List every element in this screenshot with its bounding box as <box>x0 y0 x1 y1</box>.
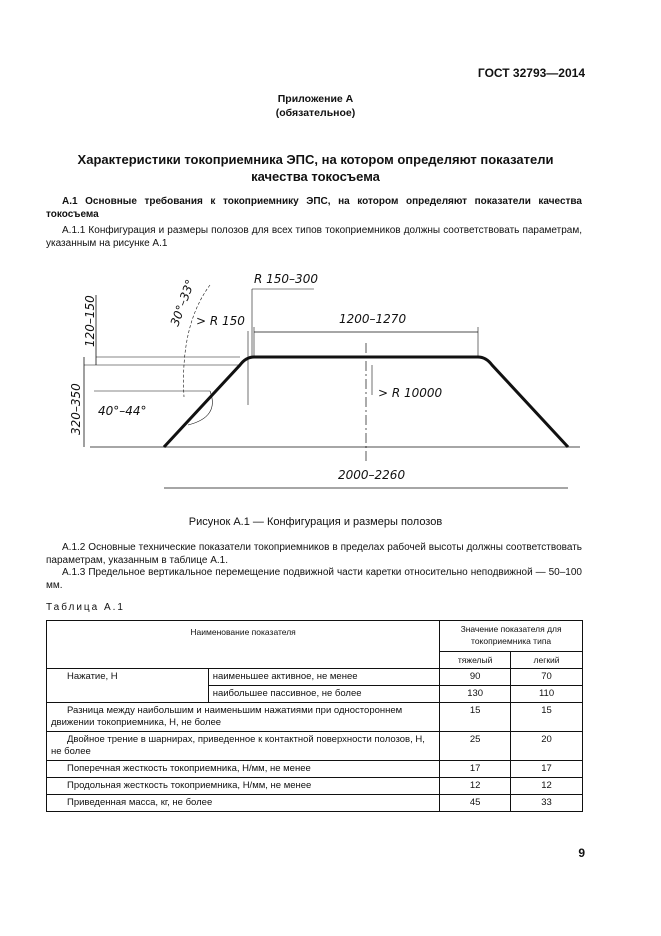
table-row <box>47 795 583 812</box>
top-height-label: 120–150 <box>83 295 97 347</box>
cell-light: 20 <box>511 732 583 761</box>
appendix-status: (обязательное) <box>275 107 356 119</box>
cell-light: 12 <box>511 778 583 795</box>
parameters-table <box>46 620 583 812</box>
tip-radius-label: R 150–300 <box>254 272 318 286</box>
cell-light: 110 <box>511 686 583 703</box>
table-row <box>47 703 583 732</box>
header-light: легкий <box>511 652 583 669</box>
cell-light: 15 <box>511 703 583 732</box>
row-name: Продольная жесткость токоприемника, Н/мм, не менее <box>47 778 440 795</box>
row-name: Двойное трение в шарнирах, приведенное к контактной поверхности полозов, Н, не более <box>47 732 440 761</box>
runner-configuration-figure <box>60 265 580 505</box>
pressing-label: Нажатие, Н <box>47 669 209 703</box>
standard-number: ГОСТ 32793—2014 <box>477 66 585 80</box>
cell-heavy: 17 <box>440 761 511 778</box>
table-row <box>47 761 583 778</box>
cell-heavy: 130 <box>440 686 511 703</box>
r150-label: > R 150 <box>196 314 245 328</box>
header-heavy: тяжелый <box>440 652 511 669</box>
table-row <box>47 778 583 795</box>
appendix-title: Приложение А <box>277 93 354 105</box>
top-angle-label: 30°–33° <box>167 277 198 329</box>
figure-caption: Рисунок А.1 — Конфигурация и размеры полозов <box>188 516 443 528</box>
cell-heavy: 15 <box>440 703 511 732</box>
page-number: 9 <box>578 846 585 860</box>
pressing-min-label: наименьшее активное, не менее <box>208 669 439 686</box>
paragraph-a13: А.1.3 Предельное вертикальное перемещение подвижной части каретки относительно неподвижной — 50–100 мм. <box>46 567 582 591</box>
section-title-line1: Характеристики токоприемника ЭПС, на котором определяют показатели <box>77 152 554 167</box>
row-name: Разница между наибольшим и наименьшим нажатиями при одностороннем движении токоприемника, Н, не более <box>47 703 440 732</box>
side-angle-label: 40°–44° <box>98 404 147 418</box>
cell-heavy: 12 <box>440 778 511 795</box>
bottom-width-label: 2000–2260 <box>338 468 406 482</box>
top-width-label: 1200–1270 <box>339 312 407 326</box>
table-row <box>47 732 583 761</box>
pressing-max-label: наибольшее пассивное, не более <box>208 686 439 703</box>
cell-heavy: 25 <box>440 732 511 761</box>
cell-heavy: 90 <box>440 669 511 686</box>
section-title-line2: качества токосъема <box>251 169 380 184</box>
paragraph-a12: А.1.2 Основные технические показатели токоприемников в пределах рабочей высоты должны соответствовать параметрам, указанным в таблице А.1. <box>46 542 582 566</box>
row-name: Приведенная масса, кг, не более <box>47 795 440 812</box>
table-row <box>47 669 583 686</box>
cell-light: 17 <box>511 761 583 778</box>
header-value: Значение показателя для токоприемника типа <box>440 621 583 652</box>
header-name: Наименование показателя <box>47 621 440 669</box>
row-name: Поперечная жесткость токоприемника, Н/мм, не менее <box>47 761 440 778</box>
cell-heavy: 45 <box>440 795 511 812</box>
table-header-row <box>47 621 583 652</box>
table-caption: Таблица А.1 <box>46 602 125 613</box>
cell-light: 70 <box>511 669 583 686</box>
cell-light: 33 <box>511 795 583 812</box>
paragraph-a1: А.1 Основные требования к токоприемнику ЭПС, на котором определяют показатели качества токосъема <box>46 196 582 220</box>
total-height-label: 320–350 <box>69 383 83 435</box>
r10000-label: > R 10000 <box>378 386 443 400</box>
paragraph-a11: А.1.1 Конфигурация и размеры полозов для всех типов токоприемников должны соответствовать параметрам, указанным на рисунке А.1 <box>46 225 582 249</box>
